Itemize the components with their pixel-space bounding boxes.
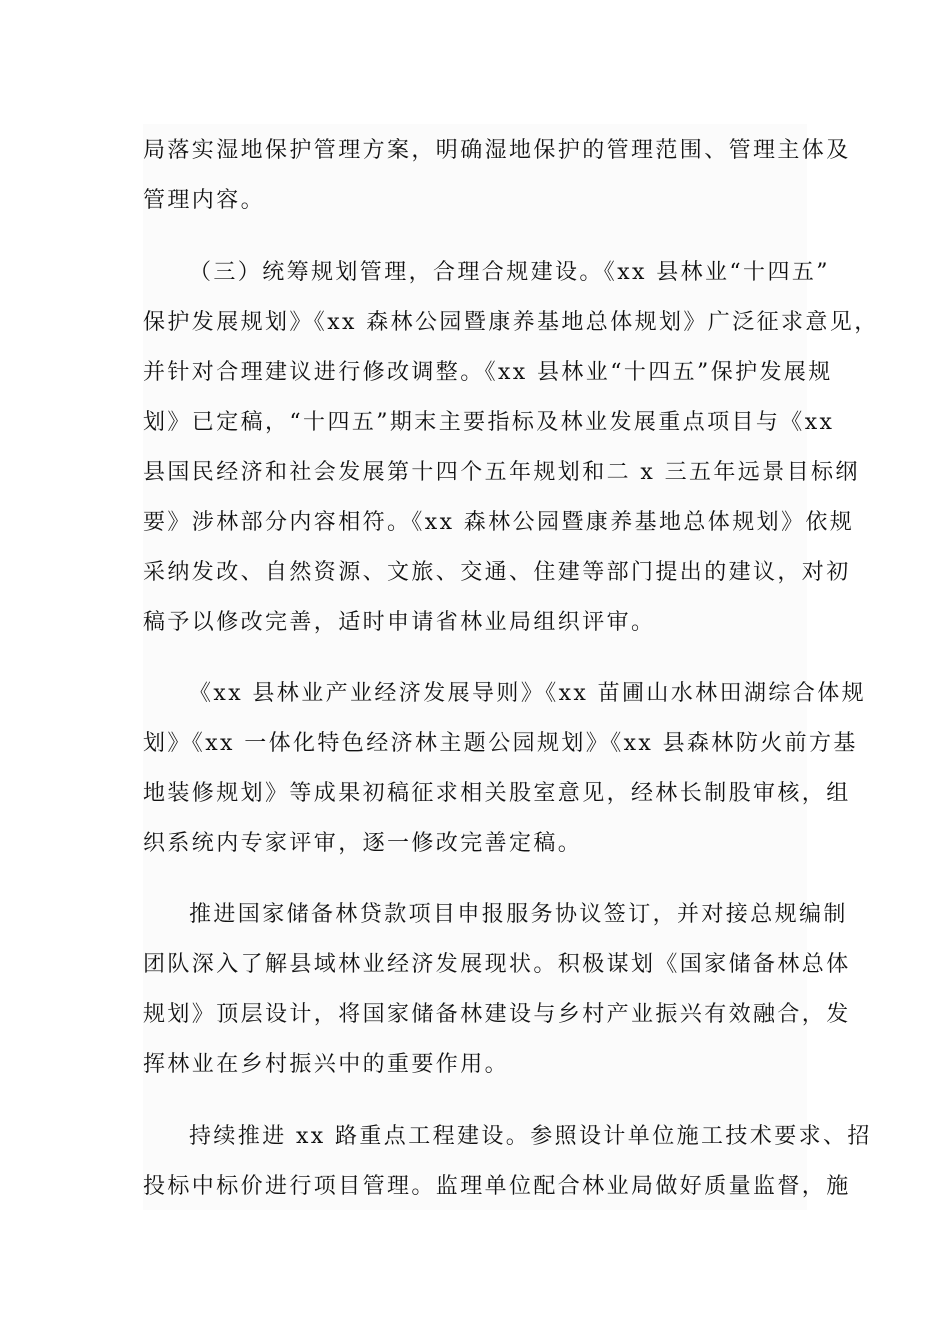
text-line: 挥林业在乡村振兴中的重要作用。 <box>143 1052 510 1077</box>
text-line: 稿予以修改完善，适时申请省林业局组织评审。 <box>143 610 656 635</box>
text-line: 持续推进 xx 路重点工程建设。参照设计单位施工技术要求、招 <box>189 1124 872 1149</box>
paragraph-planning-management <box>143 248 879 648</box>
text-line: 局落实湿地保护管理方案，明确湿地保护的管理范围、管理主体及 <box>143 138 851 163</box>
text-line: 地装修规划》等成果初稿征求相关股室意见，经林长制股审核，组 <box>143 781 851 806</box>
text-line: 推进国家储备林贷款项目申报服务协议签订，并对接总规编制 <box>189 902 848 927</box>
text-line: 划》《xx 一体化特色经济林主题公园规划》《xx 县森林防火前方基 <box>143 731 858 756</box>
text-line: 织系统内专家评审，逐一修改完善定稿。 <box>143 831 583 856</box>
text-line: 规划》顶层设计，将国家储备林建设与乡村产业振兴有效融合，发 <box>143 1002 851 1027</box>
text-line: 要》涉林部分内容相符。《xx 森林公园暨康养基地总体规划》依规 <box>143 510 855 535</box>
text-line: 划》已定稿，“十四五”期末主要指标及林业发展重点项目与《xx <box>143 410 835 435</box>
paragraph-road-project <box>143 1112 872 1212</box>
text-line: 采纳发改、自然资源、文旅、交通、住建等部门提出的建议，对初 <box>143 560 851 585</box>
text-line: 并针对合理建议进行修改调整。《xx 县林业“十四五”保护发展规 <box>143 360 833 385</box>
text-line: 团队深入了解县域林业经济发展现状。积极谋划《国家储备林总体 <box>143 952 851 977</box>
text-line: 《xx 县林业产业经济发展导则》《xx 苗圃山水林田湖综合体规 <box>189 681 867 706</box>
text-line: 县国民经济和社会发展第十四个五年规划和二 x 三五年远景目标纲 <box>143 460 860 485</box>
text-line: （三）统筹规划管理，合理合规建设。《xx 县林业“十四五” <box>189 260 830 285</box>
document-body <box>143 124 879 1210</box>
paragraph-national-reserve-forest <box>143 890 851 1090</box>
text-line: 保护发展规划》《xx 森林公园暨康养基地总体规划》广泛征求意见， <box>143 310 879 335</box>
paragraph-industry-plans <box>143 669 867 869</box>
text-line: 投标中标价进行项目管理。监理单位配合林业局做好质量监督，施 <box>143 1174 851 1199</box>
paragraph-wetland-protection <box>143 126 851 226</box>
text-line: 管理内容。 <box>143 188 266 213</box>
